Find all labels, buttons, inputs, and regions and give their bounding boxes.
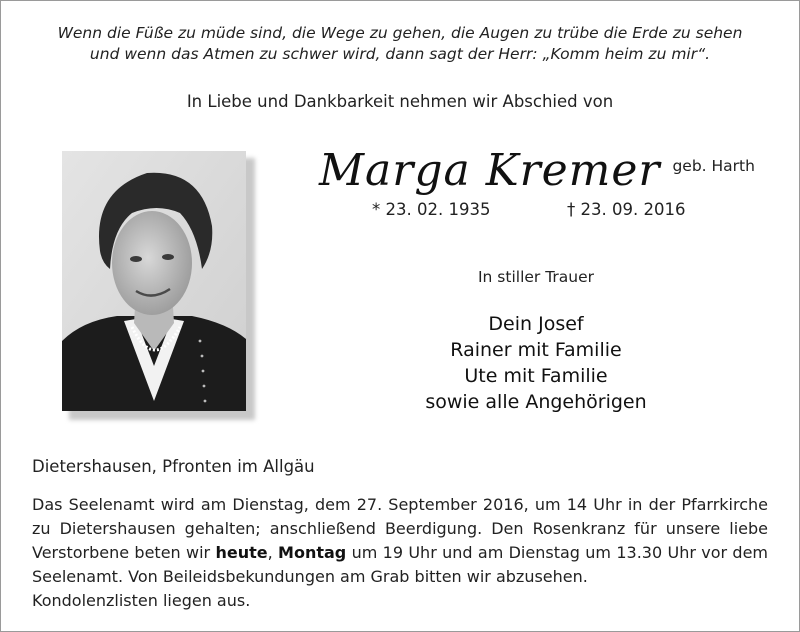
bold-monday: Montag bbox=[278, 543, 347, 562]
maiden-name: geb. Harth bbox=[672, 157, 755, 175]
poem-line-1: Wenn die Füße zu müde sind, die Wege zu gehen, die Augen zu trübe die Erde zu sehen bbox=[57, 24, 743, 42]
service-text-sep: , bbox=[267, 543, 279, 562]
farewell-intro: In Liebe und Dankbarkeit nehmen wir Abschied von bbox=[186, 92, 614, 111]
poem-line-2: und wenn das Atmen zu schwer wird, dann sagt der Herr: „Komm heim zu mir“. bbox=[89, 45, 711, 63]
condolence-note: Kondolenzlisten liegen aus. bbox=[32, 591, 251, 610]
mourner: Rainer mit Familie bbox=[450, 339, 622, 361]
deceased-name: Marga Kremer bbox=[319, 145, 661, 196]
service-text-part2: um 19 Uhr und am Dienstag um 13.30 Uhr vor dem Seelenamt. Von Beileidsbekundungen am Grab bitten wir abzusehen. bbox=[32, 543, 769, 586]
memorial-poem bbox=[1, 23, 799, 65]
portrait-photo bbox=[62, 151, 246, 411]
portrait-image bbox=[62, 151, 246, 411]
deceased-name-block bbox=[319, 145, 755, 196]
bold-today: heute bbox=[215, 543, 268, 562]
mourning-label: In stiller Trauer bbox=[477, 268, 595, 286]
birth-date: * 23. 02. 1935 bbox=[372, 200, 491, 219]
death-date: † 23. 09. 2016 bbox=[567, 200, 686, 219]
mourner: Dein Josef bbox=[488, 313, 584, 335]
mourners-list bbox=[393, 311, 679, 415]
service-text-part1: Das Seelenamt wird am Dienstag, dem 27. September 2016, um 14 Uhr in der Pfarrkirche zu Dietershausen gehalten; anschließend Beerdigung. Den Rosenkranz für unsere liebe Verstorbene beten wir bbox=[32, 495, 768, 562]
mourner: Ute mit Familie bbox=[464, 365, 608, 387]
mourner: sowie alle Angehörigen bbox=[425, 391, 647, 413]
location-line: Dietershausen, Pfronten im Allgäu bbox=[32, 457, 315, 476]
service-details bbox=[32, 493, 768, 613]
